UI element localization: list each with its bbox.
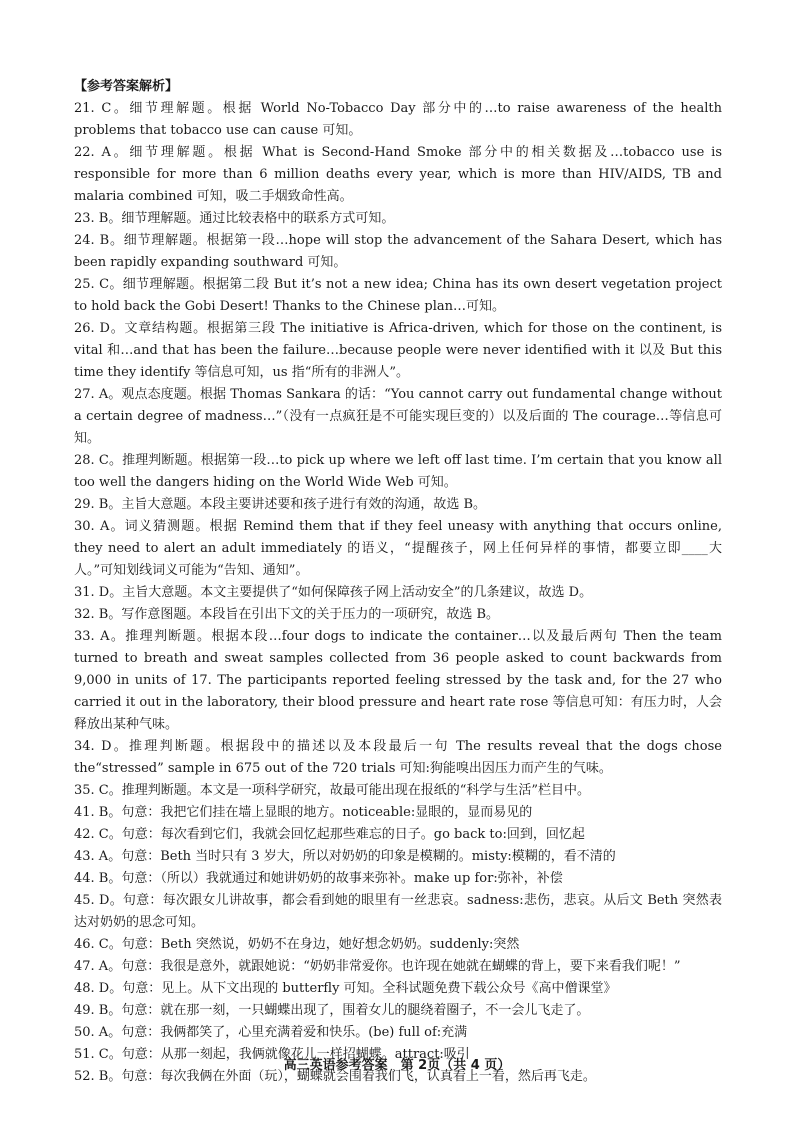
answer-item: 50. A。句意：我俩都笑了，心里充满着爱和快乐。(be) full of:充满: [74, 1025, 468, 1040]
answer-explanations: [74, 76, 722, 1088]
answer-item: 21. C。细节理解题。根据 World No-Tobacco Day 部分中的…to raise awareness of the health problems that tobacco use can cause 可知。: [74, 101, 722, 138]
answer-list: [74, 98, 722, 1088]
answer-item: 32. B。写作意图题。本段旨在引出下文的关于压力的一项研究，故选 B。: [74, 607, 500, 622]
answer-item: 48. D。句意：见上。从下文出现的 butterfly 可知。全科试题免费下载公众号《高中僧课堂》: [74, 981, 617, 996]
answer-item: 41. B。句意：我把它们挂在墙上显眼的地方。noticeable:显眼的，显而易见的: [74, 805, 533, 820]
answer-item: 47. A。句意：我很是意外，就跟她说：“奶奶非常爱你。也许现在她就在蝴蝶的背上，要下来看我们呢！”: [74, 959, 681, 974]
answer-item: 28. C。推理判断题。根据第一段…to pick up where we left off last time. I’m certain that you know all too well the dangers hiding on the World Wide Web 可知。: [74, 453, 722, 490]
section-heading: 【参考答案解析】: [74, 79, 179, 94]
answer-item: 23. B。细节理解题。通过比较表格中的联系方式可知。: [74, 211, 395, 226]
answer-item: 35. C。推理判断题。本文是一项科学研究，故最可能出现在报纸的“科学与生活”栏目中。: [74, 783, 591, 798]
answer-item: 45. D。句意：每次跟女儿讲故事，都会看到她的眼里有一丝悲哀。sadness:悲伤，悲哀。从后文 Beth 突然表达对奶奶的思念可知。: [74, 893, 722, 930]
answer-item: 49. B。句意：就在那一刻，一只蝴蝶出现了，围着女儿的腿绕着圈子，不一会儿飞走了。: [74, 1003, 590, 1018]
answer-item: 33. A。推理判断题。根据本段…four dogs to indicate the container…以及最后两句 Then the team turned to breath and sweat samples collected from 36 people asked to count backwards from 9,000 in units of 17. The participants reported feeling stressed by the task and, for the 27 who carried it out in the laboratory, their blood pressure and heart rate rose 等信息可知：有压力时，人会释放出某种气味。: [74, 629, 722, 732]
answer-item: 26. D。文章结构题。根据第三段 The initiative is Africa-driven, which for those on the continent, is vital 和…and that has been the failure…because people were never identified with it 以及 But this time they identify 等信息可知，us 指“所有的非洲人”。: [74, 321, 722, 380]
answer-item: 22. A。细节理解题。根据 What is Second-Hand Smoke 部分中的相关数据及…tobacco use is responsible for more than 6 million deaths every year, which is more than HIV/AIDS, TB and malaria combined 可知，吸二手烟致命性高。: [74, 145, 722, 204]
answer-item: 46. C。句意：Beth 突然说，奶奶不在身边，她好想念奶奶。suddenly:突然: [74, 937, 520, 952]
answer-item: 51. C。句意：从那一刻起，我俩就像花儿一样招蝴蝶。attract:吸引: [74, 1047, 470, 1062]
answer-item: 27. A。观点态度题。根据 Thomas Sankara 的话：“You cannot carry out fundamental change without a certain degree of madness…”（没有一点疯狂是不可能实现巨变的）以及后面的 The courage…等信息可知。: [74, 387, 722, 446]
answer-item: 34. D。推理判断题。根据段中的描述以及本段最后一句 The results reveal that the dogs chose the“stressed” sample in 675 out of the 720 trials 可知:狗能嗅出因压力而产生的气味。: [74, 739, 722, 776]
answer-item: 44. B。句意：（所以）我就通过和她讲奶奶的故事来弥补。make up for:弥补，补偿: [74, 871, 563, 886]
page-footer: 高三英语参考答案 第 2页（共 4 页）: [283, 1058, 511, 1073]
answer-item: 42. C。句意：每次看到它们，我就会回忆起那些难忘的日子。go back to:回到，回忆起: [74, 827, 585, 842]
answer-item: 30. A。词义猜测题。根据 Remind them that if they feel uneasy with anything that occurs online, they need to alert an adult immediately 的语义，“提醒孩子，网上任何异样的事情，都要立即____大人。”可知划线词义可能为“告知、通知”。: [74, 519, 722, 578]
answer-item: 25. C。细节理解题。根据第二段 But it’s not a new idea; China has its own desert vegetation project to hold back the Gobi Desert! Thanks to the Chinese plan…可知。: [74, 277, 722, 314]
answer-item: 43. A。句意：Beth 当时只有 3 岁大，所以对奶奶的印象是模糊的。misty:模糊的，看不清的: [74, 849, 616, 864]
answer-item: 24. B。细节理解题。根据第一段…hope will stop the advancement of the Sahara Desert, which has been rapidly expanding southward 可知。: [74, 233, 722, 270]
answer-item: 29. B。主旨大意题。本段主要讲述要和孩子进行有效的沟通，故选 B。: [74, 497, 487, 512]
answer-item: 52. B。句意：每次我俩在外面（玩），蝴蝶就会围着我们飞，认真看上一看，然后再飞走。: [74, 1069, 596, 1084]
answer-item: 31. D。主旨大意题。本文主要提供了“如何保障孩子网上活动安全”的几条建议，故选 D。: [74, 585, 593, 600]
